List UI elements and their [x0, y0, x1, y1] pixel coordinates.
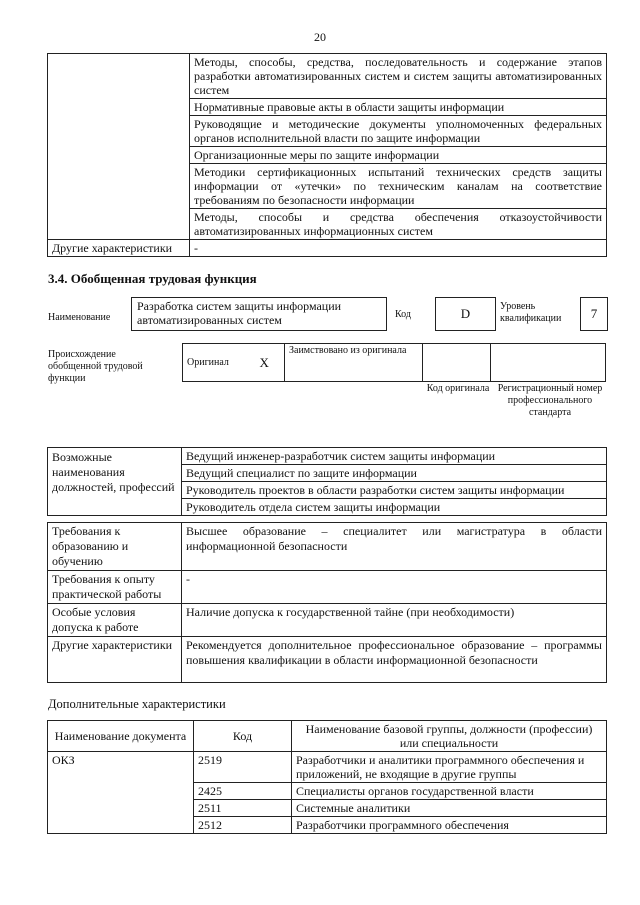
- original-mark: X: [245, 344, 285, 382]
- row-value: Методики сертификационных испытаний технических средств защиты информации от «утечки» по техническим каналам на соответствие требованиям по безопасности информации: [190, 164, 607, 209]
- header-doc: Наименование документа: [48, 721, 194, 752]
- table-row: [48, 523, 607, 571]
- row-value: Организационные меры по защите информации: [190, 147, 607, 164]
- level-value: 7: [590, 306, 598, 321]
- row-value: Наличие допуска к государственной тайне (при необходимости): [182, 604, 607, 637]
- original-label: Оригинал: [183, 344, 245, 382]
- row-label: Особые условия допуска к работе: [48, 604, 182, 637]
- code-value: D: [460, 306, 471, 321]
- name-label: Наименование: [48, 312, 111, 323]
- row-name: Разработчики программного обеспечения: [292, 817, 607, 834]
- requirements-table: [47, 522, 607, 683]
- row-code: 2511: [194, 800, 292, 817]
- row-name: Специалисты органов государственной власти: [292, 783, 607, 800]
- function-name: Разработка систем защиты информации автоматизированных систем: [137, 299, 342, 327]
- list-item: Ведущий специалист по защите информации: [182, 465, 606, 482]
- table-row: [48, 164, 607, 209]
- header-code: Код: [194, 721, 292, 752]
- table-row: [48, 240, 607, 257]
- row-label: [48, 99, 190, 116]
- doc-name: ОКЗ: [48, 752, 194, 834]
- row-code: 2425: [194, 783, 292, 800]
- row-label: Другие характеристики: [48, 240, 190, 257]
- row-value: Методы, способы и средства обеспечения отказоустойчивости автоматизированных информационных систем: [190, 209, 607, 240]
- row-label: Требования к опыту практической работы: [48, 571, 182, 604]
- row-label: Другие характеристики: [48, 637, 182, 683]
- row-value: Руководящие и методические документы уполномоченных федеральных органов исполнительной власти по защите информации: [190, 116, 607, 147]
- row-label: [48, 147, 190, 164]
- row-label: Требования к образованию и обучению: [48, 523, 182, 571]
- table-row: [48, 752, 607, 783]
- row-name: Системные аналитики: [292, 800, 607, 817]
- positions-list: [182, 448, 607, 516]
- section-heading: 3.4. Обобщенная трудовая функция: [48, 271, 257, 286]
- additional-table: [47, 720, 607, 834]
- row-name: Разработчики и аналитики программного обеспечения и приложений, не входящие в другие группы: [292, 752, 607, 783]
- table-header: [48, 721, 607, 752]
- level-box: [580, 297, 608, 331]
- code-label: Код: [395, 309, 411, 320]
- table-row: [48, 571, 607, 604]
- table-row: [48, 147, 607, 164]
- row-label: [48, 164, 190, 209]
- original-code-cell: [423, 344, 491, 382]
- positions-table: [47, 447, 607, 516]
- table-row: [48, 604, 607, 637]
- page-number: 20: [314, 30, 326, 44]
- knowledge-table: [47, 53, 607, 257]
- row-label: [48, 209, 190, 240]
- list-item: Ведущий инженер-разработчик систем защиты информации: [182, 448, 606, 465]
- list-item: Руководитель отдела систем защиты информации: [186, 500, 441, 514]
- registration-number-cell: [491, 344, 606, 382]
- table-row: [48, 99, 607, 116]
- row-value: Высшее образование – специалитет или магистратура в области информационной безопасности: [182, 523, 607, 571]
- row-label: [48, 116, 190, 147]
- code-caption: Код оригинала: [426, 383, 490, 394]
- row-code: 2519: [194, 752, 292, 783]
- row-value: Рекомендуется дополнительное профессиональное образование – программы повышения квалификации в области информационной безопасности: [182, 637, 607, 683]
- origin-label: Происхождение обобщенной трудовой функции: [48, 349, 143, 384]
- level-label: Уровень квалификации: [500, 301, 562, 324]
- table-row: [48, 116, 607, 147]
- registration-caption: Регистрационный номер профессионального стандарта: [497, 383, 603, 418]
- list-item: Руководитель проектов в области разработки систем защиты информации: [182, 482, 606, 499]
- table-row: [48, 54, 607, 99]
- row-value: Нормативные правовые акты в области защиты информации: [190, 99, 607, 116]
- function-name-box: [131, 297, 387, 331]
- borrowed-label: Заимствовано из оригинала: [285, 344, 423, 382]
- row-value: Методы, способы, средства, последовательность и содержание этапов разработки автоматизированных систем и систем защиты автоматизированных систем: [190, 54, 607, 99]
- row-label: [48, 54, 190, 99]
- row-value: -: [190, 240, 607, 257]
- row-value: -: [182, 571, 607, 604]
- header-name: Наименование базовой группы, должности (профессии) или специальности: [292, 721, 607, 752]
- code-box: [435, 297, 496, 331]
- additional-title: Дополнительные характеристики: [48, 697, 226, 711]
- positions-label: Возможные наименования должностей, профессий: [48, 448, 182, 516]
- origin-table: [182, 343, 606, 382]
- table-row: [48, 209, 607, 240]
- row-code: 2512: [194, 817, 292, 834]
- table-row: [48, 637, 607, 683]
